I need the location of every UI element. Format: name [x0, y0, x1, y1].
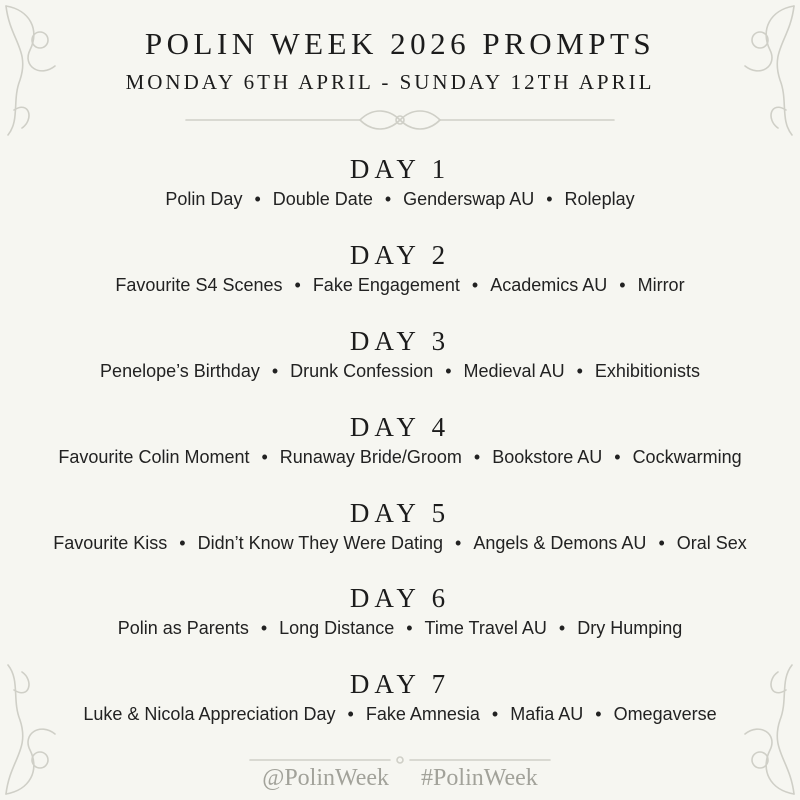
bullet-separator: •	[254, 189, 261, 209]
prompt-item: Angels & Demons AU	[473, 533, 647, 553]
prompt-item: Oral Sex	[676, 533, 747, 553]
day-heading: DAY 3	[349, 326, 451, 356]
prompt-item: Favourite Colin Moment	[58, 447, 250, 467]
prompt-item: Academics AU	[490, 275, 608, 295]
prompt-item: Long Distance	[279, 618, 395, 638]
prompt-item: Mirror	[637, 275, 685, 295]
bullet-separator: •	[271, 361, 279, 381]
bullet-separator: •	[445, 361, 452, 381]
footer	[0, 763, 800, 793]
prompt-item: Cockwarming	[632, 447, 742, 467]
prompt-item: Polin Day	[165, 189, 243, 209]
day-3-section	[0, 325, 800, 383]
prompt-item: Roleplay	[564, 189, 635, 209]
prompt-list	[0, 187, 800, 211]
day-heading: DAY 6	[349, 583, 451, 613]
bullet-separator: •	[614, 447, 621, 467]
prompt-item: Favourite S4 Scenes	[115, 275, 283, 295]
social-handle: @PolinWeek	[262, 765, 390, 791]
prompt-list	[0, 445, 800, 469]
prompt-item: Double Date	[272, 189, 373, 209]
prompt-item: Bookstore AU	[492, 447, 603, 467]
date-range: MONDAY 6TH APRIL - SUNDAY 12TH APRIL	[125, 70, 655, 94]
page-title: POLIN WEEK 2026 PROMPTS	[144, 26, 656, 61]
bullet-separator: •	[558, 618, 566, 638]
prompt-list	[0, 273, 800, 297]
bullet-separator: •	[384, 189, 392, 209]
prompt-item: Penelope’s Birthday	[100, 361, 260, 381]
bullet-separator: •	[261, 447, 268, 467]
prompt-list	[0, 359, 800, 383]
bullet-separator: •	[471, 275, 479, 295]
bullet-separator: •	[260, 618, 268, 638]
day-7-section	[0, 668, 800, 726]
bullet-separator: •	[619, 275, 626, 295]
day-2-section	[0, 239, 800, 297]
prompt-item: Exhibitionists	[594, 361, 700, 381]
prompt-item: Fake Amnesia	[365, 704, 480, 724]
day-4-section	[0, 411, 800, 469]
prompt-item: Runaway Bride/Groom	[279, 447, 462, 467]
prompt-list	[0, 531, 800, 555]
day-5-section	[0, 497, 800, 555]
day-heading: DAY 7	[349, 669, 451, 699]
bullet-separator: •	[595, 704, 602, 724]
prompt-item: Luke & Nicola Appreciation Day	[83, 704, 336, 724]
prompt-list	[0, 702, 800, 726]
bullet-separator: •	[546, 189, 553, 209]
prompt-item: Drunk Confession	[290, 361, 434, 381]
bullet-separator: •	[294, 275, 301, 295]
prompt-item: Mafia AU	[510, 704, 584, 724]
day-heading: DAY 2	[349, 240, 451, 270]
bullet-separator: •	[455, 533, 462, 553]
day-heading: DAY 4	[349, 412, 451, 442]
bullet-separator: •	[406, 618, 413, 638]
bullet-separator: •	[473, 447, 481, 467]
bullet-separator: •	[491, 704, 499, 724]
prompt-item: Time Travel AU	[424, 618, 547, 638]
prompt-item: Fake Engagement	[312, 275, 460, 295]
bullet-separator: •	[347, 704, 354, 724]
prompt-item: Polin as Parents	[117, 618, 249, 638]
prompt-list	[0, 616, 800, 640]
bullet-separator: •	[658, 533, 665, 553]
hashtag: #PolinWeek	[421, 765, 538, 791]
day-6-section	[0, 582, 800, 640]
prompt-item: Dry Humping	[577, 618, 683, 638]
bullet-separator: •	[576, 361, 583, 381]
prompt-item: Favourite Kiss	[53, 533, 168, 553]
day-heading: DAY 5	[349, 498, 451, 528]
prompt-item: Didn’t Know They Were Dating	[197, 533, 444, 553]
prompt-item: Genderswap AU	[403, 189, 535, 209]
day-1-section	[0, 153, 800, 211]
bullet-separator: •	[179, 533, 186, 553]
prompt-item: Medieval AU	[463, 361, 565, 381]
prompt-item: Omegaverse	[613, 704, 717, 724]
day-heading: DAY 1	[349, 154, 451, 184]
